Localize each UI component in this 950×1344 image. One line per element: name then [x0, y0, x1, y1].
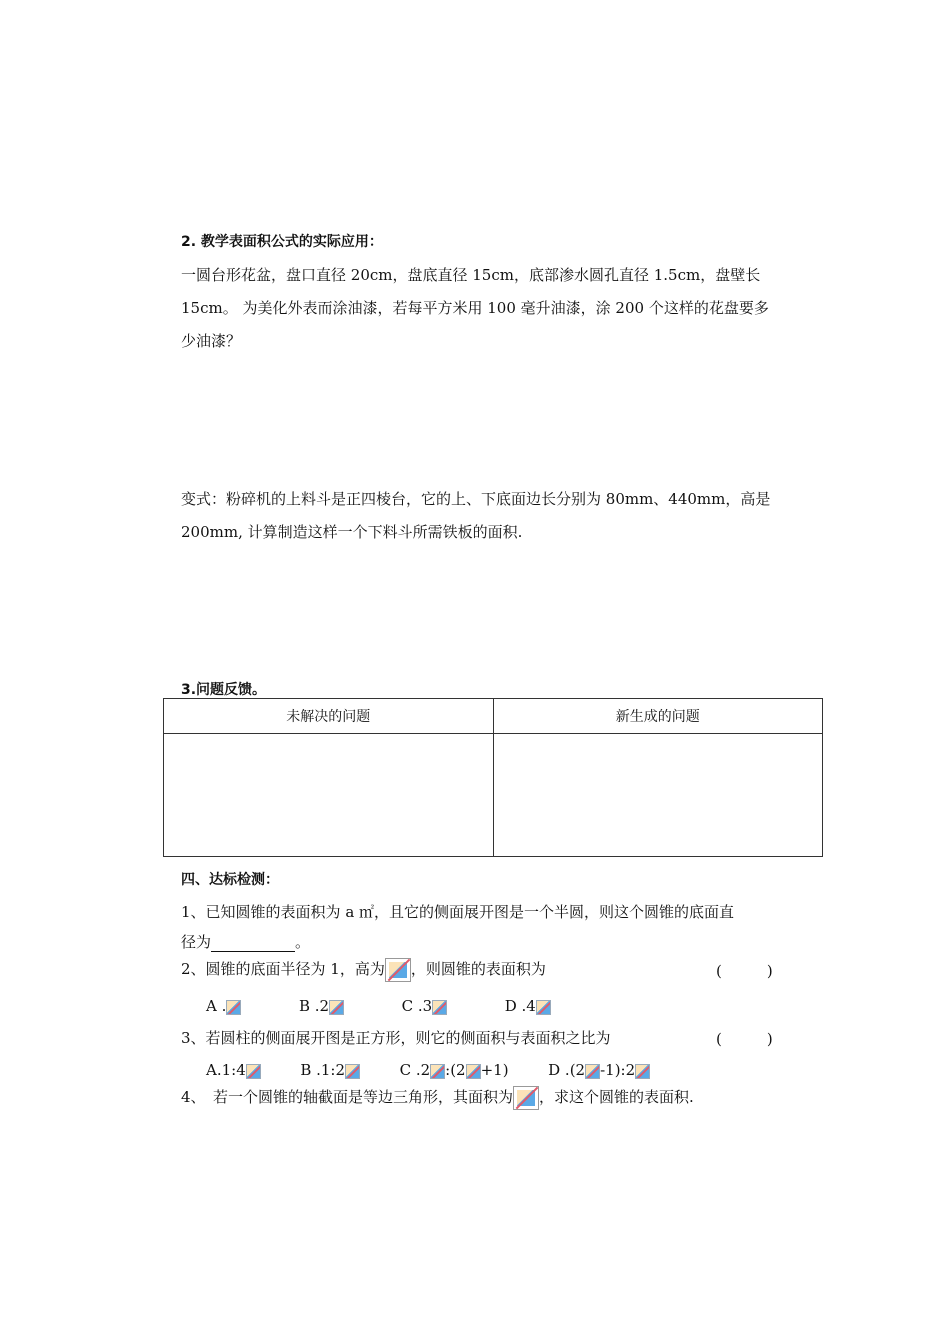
question2-text-a: 2、圆锥的底面半径为 1，高为	[181, 960, 385, 978]
section4-title: 四、达标检测：	[181, 872, 279, 888]
question1-line1: 1、已知圆锥的表面积为 a ㎡，且它的侧面展开图是一个半圆，则这个圆锥的底面直	[181, 903, 735, 921]
question2	[181, 958, 546, 982]
question1-text: 径为	[181, 933, 212, 951]
answer-blank[interactable]	[211, 935, 295, 952]
question3: 3、若圆柱的侧面展开图是正方形，则它的侧面积与表面积之比为	[181, 1029, 611, 1047]
formula-image-icon	[226, 1000, 241, 1015]
formula-image-icon	[329, 1000, 344, 1015]
question4-text-b: ，求这个圆锥的表面积.	[539, 1088, 694, 1106]
header-new-questions: 新生成的问题	[493, 699, 823, 734]
q2-option-b[interactable]: B .2	[299, 997, 344, 1015]
feedback-table-body-row	[164, 734, 823, 857]
formula-image-icon	[432, 1000, 447, 1015]
formula-image-icon	[585, 1064, 600, 1079]
cell-new-questions[interactable]	[493, 734, 823, 857]
q3-option-b[interactable]: B .1:2	[300, 1061, 360, 1079]
question4	[181, 1086, 694, 1110]
formula-image-icon	[513, 1086, 539, 1110]
question4-text-a: 4、 若一个圆锥的轴截面是等边三角形，其面积为	[181, 1088, 514, 1106]
formula-image-icon	[246, 1064, 261, 1079]
question1-line2	[181, 932, 310, 952]
formula-image-icon	[430, 1064, 445, 1079]
q3-option-c[interactable]: C .2 :(2 +1)	[399, 1061, 509, 1079]
q3-option-d[interactable]: D .(2 -1):2	[548, 1061, 650, 1079]
section2-title: 2. 教学表面积公式的实际应用：	[181, 234, 383, 250]
question2-text-b: ，则圆锥的表面积为	[410, 960, 546, 978]
question1-period: 。	[295, 933, 311, 951]
question3-answer-paren: ( )	[716, 1030, 773, 1048]
formula-image-icon	[536, 1000, 551, 1015]
section2-text-line1: 一圆台形花盆，盘口直径 20cm，盘底直径 15cm，底部渗水圆孔直径 1.5cm，盘壁长	[181, 266, 761, 284]
feedback-table-header-row	[164, 699, 823, 734]
formula-image-icon	[635, 1064, 650, 1079]
header-unsolved: 未解决的问题	[164, 699, 494, 734]
cell-unsolved[interactable]	[164, 734, 494, 857]
section2-text-line3: 少油漆？	[181, 332, 242, 350]
q2-option-c[interactable]: C .3	[402, 997, 448, 1015]
formula-image-icon	[385, 958, 411, 982]
question2-answer-paren: ( )	[716, 962, 773, 980]
section2-text-line2: 15cm。 为美化外表而涂油漆，若每平方米用 100 毫升油漆，涂 200 个这样的花盘要多	[181, 299, 769, 317]
variant-text-line1: 变式：粉碎机的上料斗是正四棱台，它的上、下底面边长分别为 80mm、440mm，高是	[181, 490, 771, 508]
variant-text-line2: 200mm, 计算制造这样一个下料斗所需铁板的面积.	[181, 523, 523, 541]
section3-title: 3.问题反馈。	[181, 682, 267, 698]
q3-option-a[interactable]: A.1:4	[206, 1061, 261, 1079]
formula-image-icon	[466, 1064, 481, 1079]
q2-option-d[interactable]: D .4	[505, 997, 551, 1015]
question2-options	[206, 996, 551, 1016]
q2-option-a[interactable]: A .	[206, 997, 241, 1015]
feedback-table	[163, 698, 823, 857]
formula-image-icon	[345, 1064, 360, 1079]
question3-options	[206, 1060, 650, 1080]
